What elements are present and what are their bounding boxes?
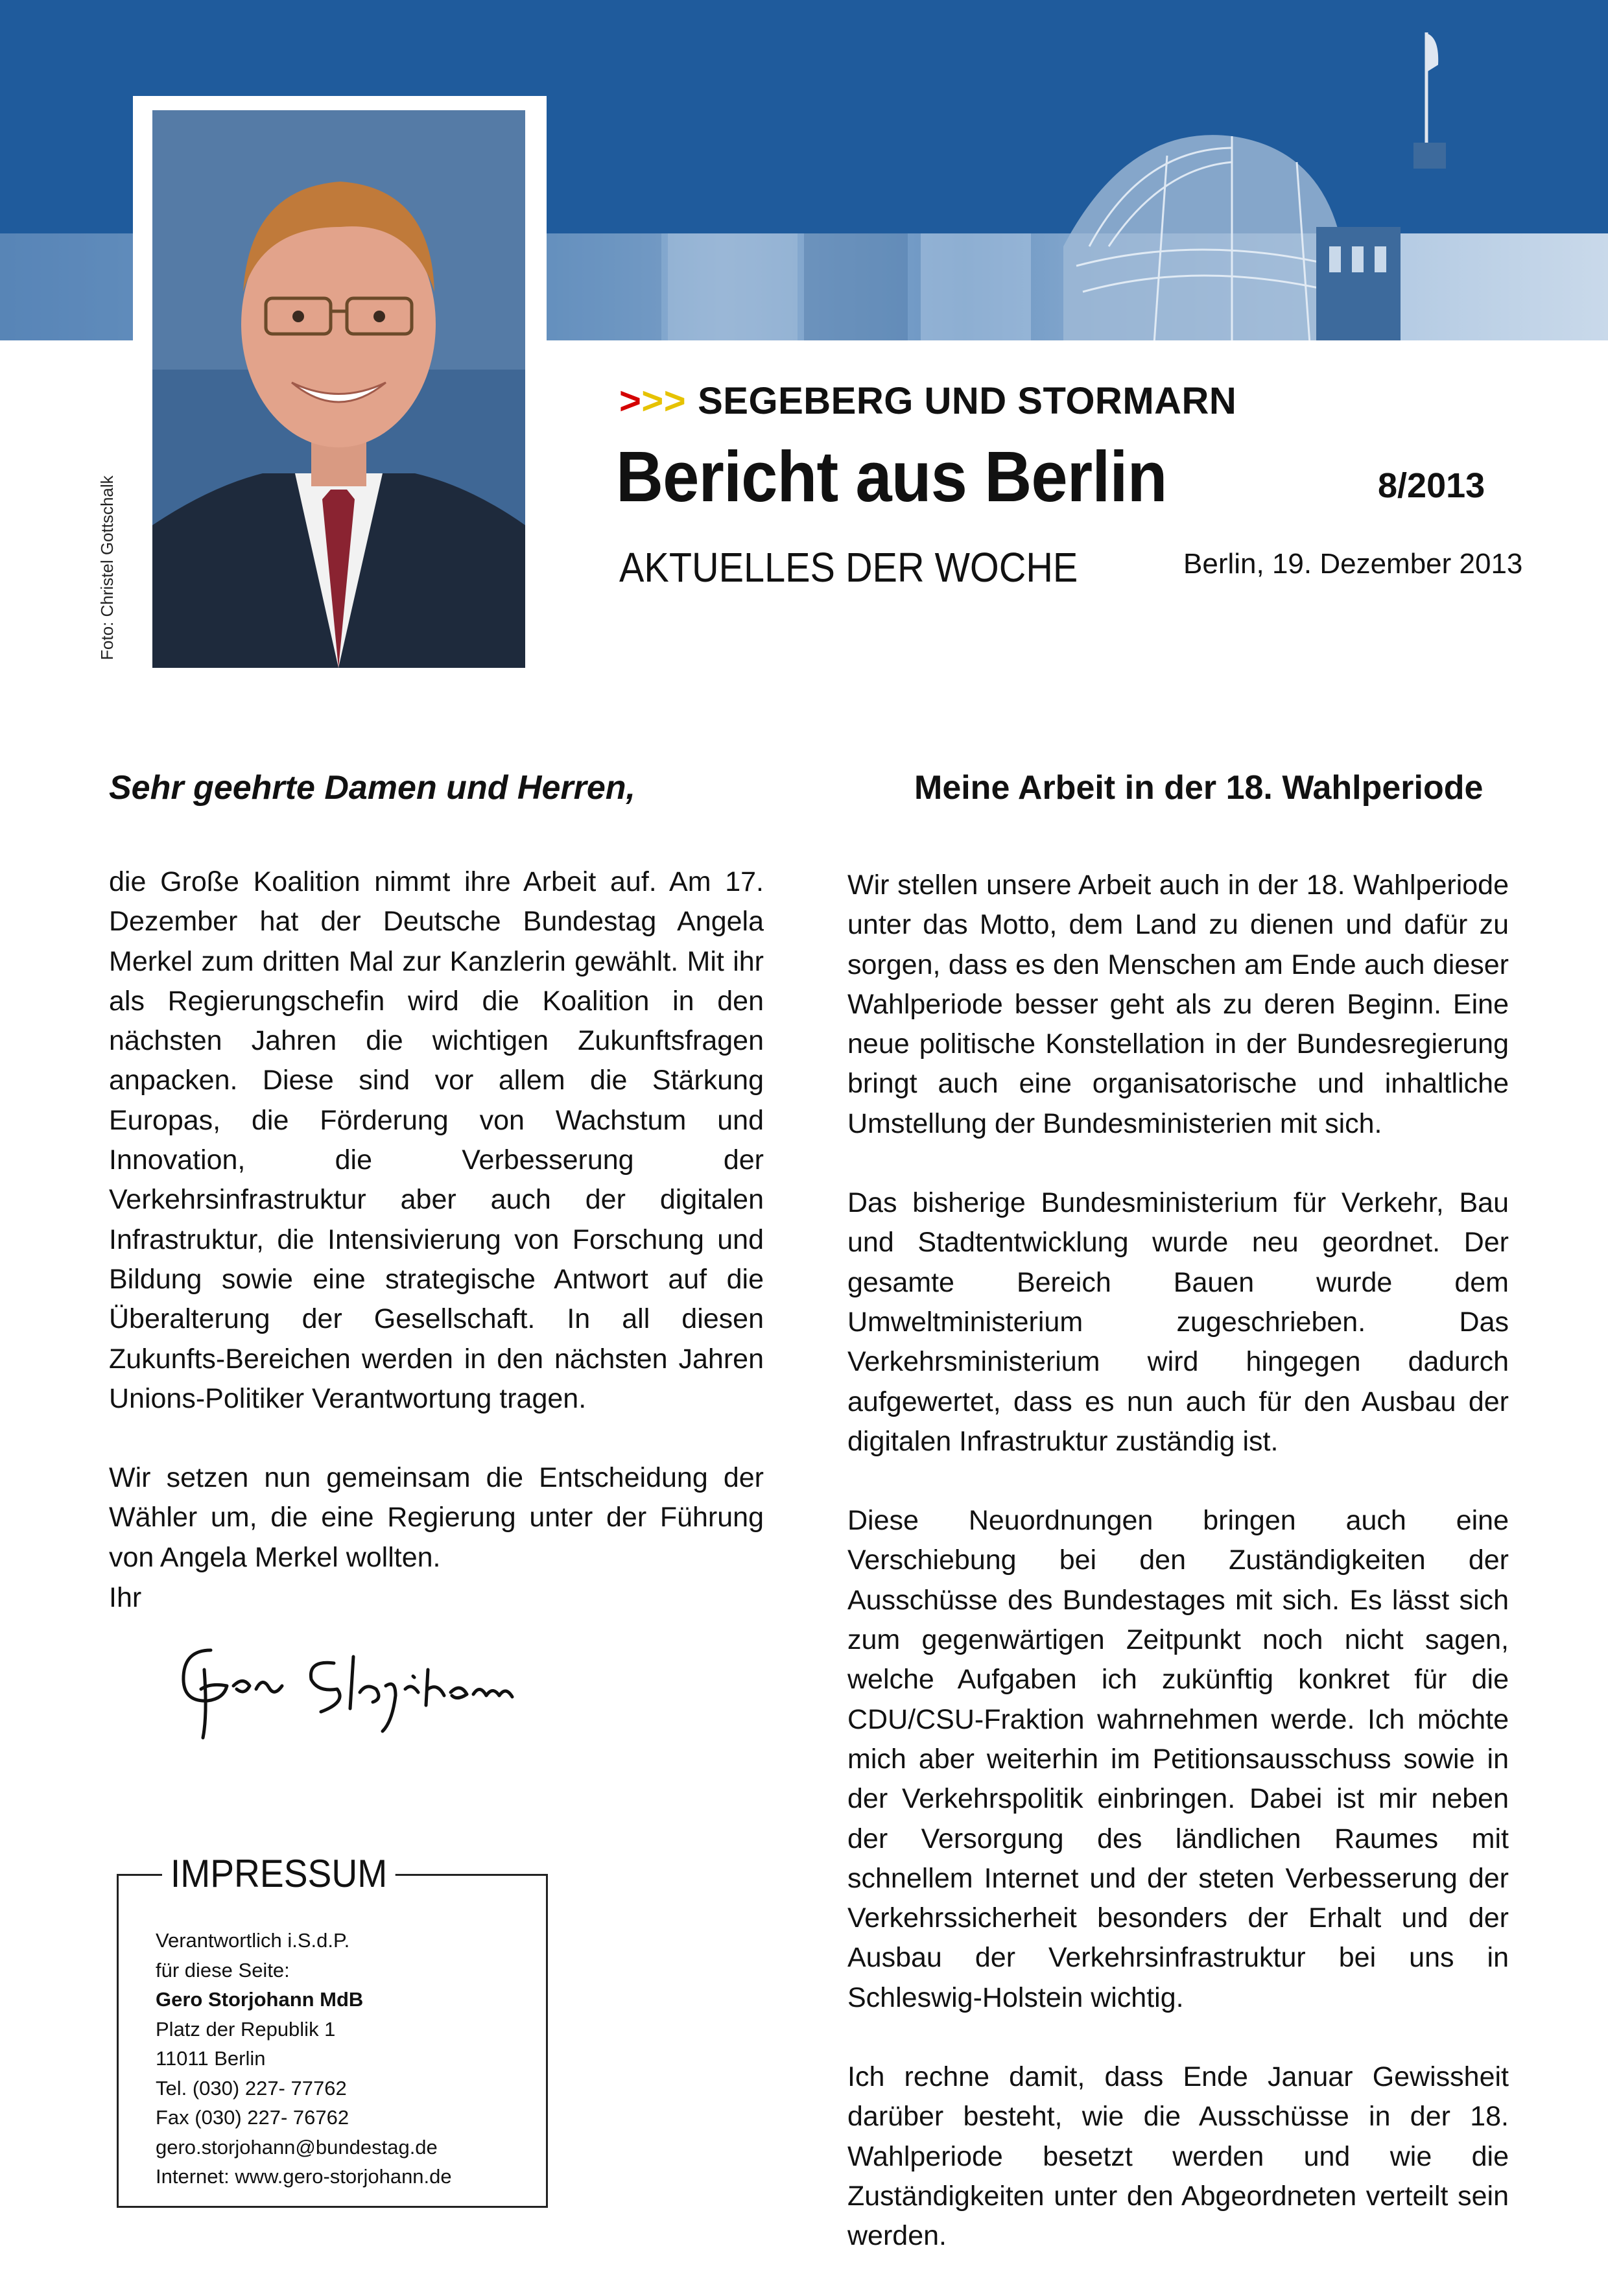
impressum-line: für diese Seite: xyxy=(156,1958,290,1982)
signature-image xyxy=(172,1624,535,1741)
page-subtitle: AKTUELLES DER WOCHE xyxy=(619,544,1078,591)
impressum-title: IMPRESSUM xyxy=(162,1851,396,1896)
impressum-website: Internet: www.gero-storjohann.de xyxy=(156,2165,452,2188)
flag-icon xyxy=(1413,26,1452,169)
arrow-red-icon: > xyxy=(619,380,642,422)
publication-date: Berlin, 19. Dezember 2013 xyxy=(1183,548,1523,580)
right-paragraph-4: Ich rechne damit, dass Ende Januar Gewissheit darüber besteht, wie die Ausschüsse in der 18. Wahlperiode besetzt werden und wie die Zuständigkeiten unter den Abgeordneten verteilt sein werden. xyxy=(847,2061,1509,2252)
right-column-heading: Meine Arbeit in der 18. Wahlperiode xyxy=(914,769,1484,807)
right-paragraph-1: Wir stellen unsere Arbeit auch in der 18. Wahlperiode unter das Motto, dem Land zu dienen und dafür zu sorgen, dass es den Menschen am Ende auch dieser Wahlperiode besser geht als zu deren Beginn. Eine neue politische Konstellation in der Bundesregierung bringt auch eine organisatorische und inhaltliche Umstellung der Bundesministerien mit sich. xyxy=(847,870,1509,1139)
arrow-yellow-icon: > xyxy=(641,380,664,422)
impressum-details xyxy=(156,1926,452,2192)
impressum-line: 11011 Berlin xyxy=(156,2047,266,2070)
impressum-email: gero.storjohann@bundestag.de xyxy=(156,2135,438,2159)
right-column xyxy=(847,866,1509,2296)
right-paragraph-3: Diese Neuordnungen bringen auch eine Verschiebung bei den Zuständigkeiten der Ausschüsse des Bundestages mit sich. Es lässt sich zum gegenwärtigen Zeitpunkt noch nicht sagen, welche Aufgaben ich zukünftig konkret für die CDU/CSU-Fraktion wahrnehmen werde. Ich möchte mich aber weiterhin im Petitionsausschuss sowie in der Verkehrspolitik einbringen. Dabei ist mir neben der Versorgung des ländlichen Raumes mit schnellem Internet und der steten Verbesserung der Verkehrssicherheit besonders der Erhalt und der Ausbau der Verkehrsinfrastruktur bei uns in Schleswig-Holstein wichtig. xyxy=(847,1505,1509,2013)
impressum-author: Gero Storjohann MdB xyxy=(156,1988,364,2011)
greeting-heading: Sehr geehrte Damen und Herren, xyxy=(109,769,635,807)
page-title: Bericht aus Berlin xyxy=(616,437,1167,517)
issue-number: 8/2013 xyxy=(1378,466,1485,505)
left-paragraph-2: Wir setzen nun gemeinsam die Entscheidung der Wähler um, die eine Regierung unter der Führung von Angela Merkel wollten. xyxy=(109,1462,764,1573)
left-column xyxy=(109,862,764,1617)
impressum-phone: Tel. (030) 227- 77762 xyxy=(156,2076,347,2100)
closing-text: Ihr xyxy=(109,1582,142,1613)
portrait-photo xyxy=(152,110,525,668)
left-paragraph-1: die Große Koalition nimmt ihre Arbeit auf. Am 17. Dezember hat der Deutsche Bundestag Angela Merkel zum dritten Mal zur Kanzlerin gewählt. Mit ihr als Regierungschefin wird die Koalition in den nächsten Jahren die wichtigen Zukunftsfragen anpacken. Diese sind vor allem die Stärkung Europas, die Förderung von Wachstum und Innovation, die Verbesserung der Verkehrsinfrastruktur aber auch der digitalen Infrastruktur, die Intensivierung von Forschung und Bildung sowie eine strategische Antwort auf die Überalterung der Gesellschaft. In all diesen Zukunfts-Bereichen werden in den nächsten Jahren Unions-Politiker Verantwortung tragen. xyxy=(109,866,764,1414)
region-name: SEGEBERG UND STORMARN xyxy=(698,380,1237,422)
photo-credit: Foto: Christel Gottschalk xyxy=(97,475,117,660)
impressum-line: Platz der Republik 1 xyxy=(156,2017,336,2041)
region-label: >>> SEGEBERG UND STORMARN xyxy=(619,380,1237,422)
right-paragraph-2: Das bisherige Bundesministerium für Verkehr, Bau und Stadtentwicklung wurde neu geordnet. Der gesamte Bereich Bauen wurde dem Umweltministerium zugeschrieben. Das Verkehrsministerium wird hingegen dadurch aufgewertet, dass es nun auch für den Ausbau der digitalen Infrastruktur zuständig ist. xyxy=(847,1187,1509,1457)
impressum-fax: Fax (030) 227- 76762 xyxy=(156,2106,349,2129)
reichstag-dome-image xyxy=(1037,97,1401,340)
impressum-line: Verantwortlich i.S.d.P. xyxy=(156,1929,350,1952)
